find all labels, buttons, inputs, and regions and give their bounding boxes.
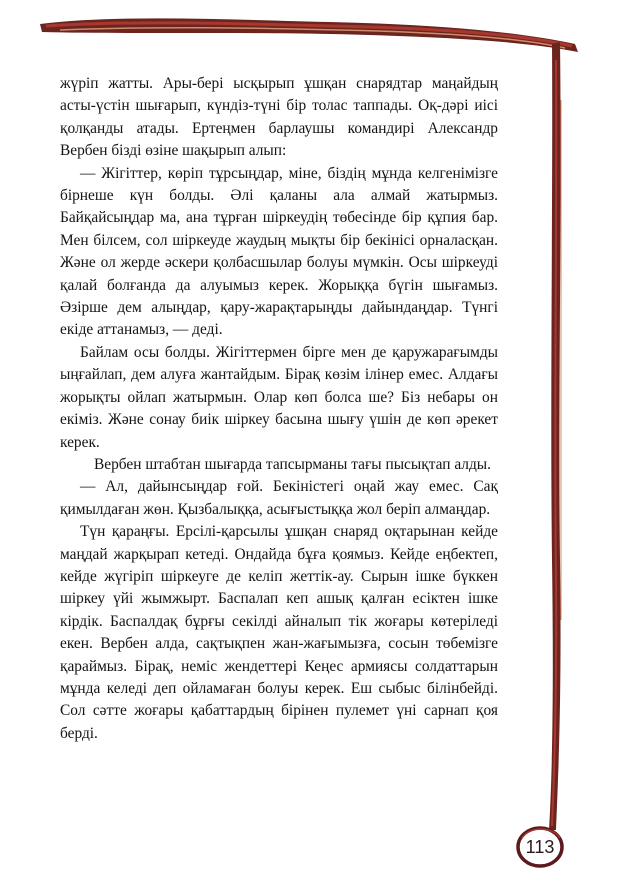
page-number: 113 bbox=[525, 836, 555, 857]
top-brush-stroke bbox=[40, 18, 578, 52]
paragraph: Байлам осы болды. Жігіттермен бірге мен де қаружарағымды ыңғайлап, дем алуға жантайдым. Бірақ көзім ілінер емес. Алдағы жорықты ойлап жатырмын. Олар көп болса ше? Біз небары он екіміз. Және сонау биік шіркеу басына шығу үшін де көп әрекет керек. bbox=[60, 343, 498, 451]
paragraph: — Ал, дайынсыңдар ғой. Бекіністегі оңай жау емес. Сақ қимылдаған жөн. Қызбалыққа, асығыстыққа жол беріп алмаңдар. bbox=[60, 478, 498, 518]
right-brush-stroke bbox=[549, 42, 561, 830]
paragraph: Вербен штабтан шығарда тапсырманы тағы пысықтап алды. bbox=[94, 455, 491, 473]
paragraph: — Жігіттер, көріп тұрсыңдар, міне, біздің мұнда келгенімізге бірнеше күн болды. Әлі қаланы ала алмай жатырмыз. Байқайсыңдар ма, ана тұрған шіркеудің төбесінде бір құпия бар. Мен білсем, сол шіркеуде жаудың мықты бір бекінісі орналасқан. Және ол жерде әскери қолбасшылар болуы мүмкін. Осы шіркеуді қалай болғанда да алуымыз керек. Жорыққа бүгін шығамыз. Әзірше дем алыңдар, қару-жарақтарыңды дайындаңдар. Түнгі екіде аттанамыз, — деді. bbox=[60, 164, 498, 339]
paragraph: жүріп жатты. Ары-бері ысқырып ұшқан снарядтар маңайдың асты-үстін шығарып, күндіз-түні бір толас таппады. Оқ-дәрі иісі қолқанды атады. Ертеңмен барлаушы командирі Александр Вербен бізді өзіне шақырып алып: bbox=[60, 75, 498, 160]
body-text bbox=[60, 73, 498, 745]
paragraph: Түн қараңғы. Ерсілі-қарсылы ұшқан снаряд оқтарынан кейде маңдай жарқырап кетеді. Ондайда бұға қоямыз. Кейде еңбектеп, кейде жүгіріп шіркеуге де келіп жеттік-ау. Сырын ішке бүккен шіркеу үйі жымжырт. Баспалап кеп ашық қалған есіктен ішке кірдік. Баспалдақ бұрғы секілді айналып тік жоғары көтеріледі екен. Вербен алда, сақтықпен жан-жағымызға, сосын төбемізге қараймыз. Бірақ, неміс жендеттері Кеңес армиясы солдаттарын мұнда келеді деп ойламаған болуы керек. Еш сыбыс білінбейді. Сол сәтте жоғары қабаттардың бірінен пулемет үні сарнап қоя берді. bbox=[60, 523, 498, 742]
